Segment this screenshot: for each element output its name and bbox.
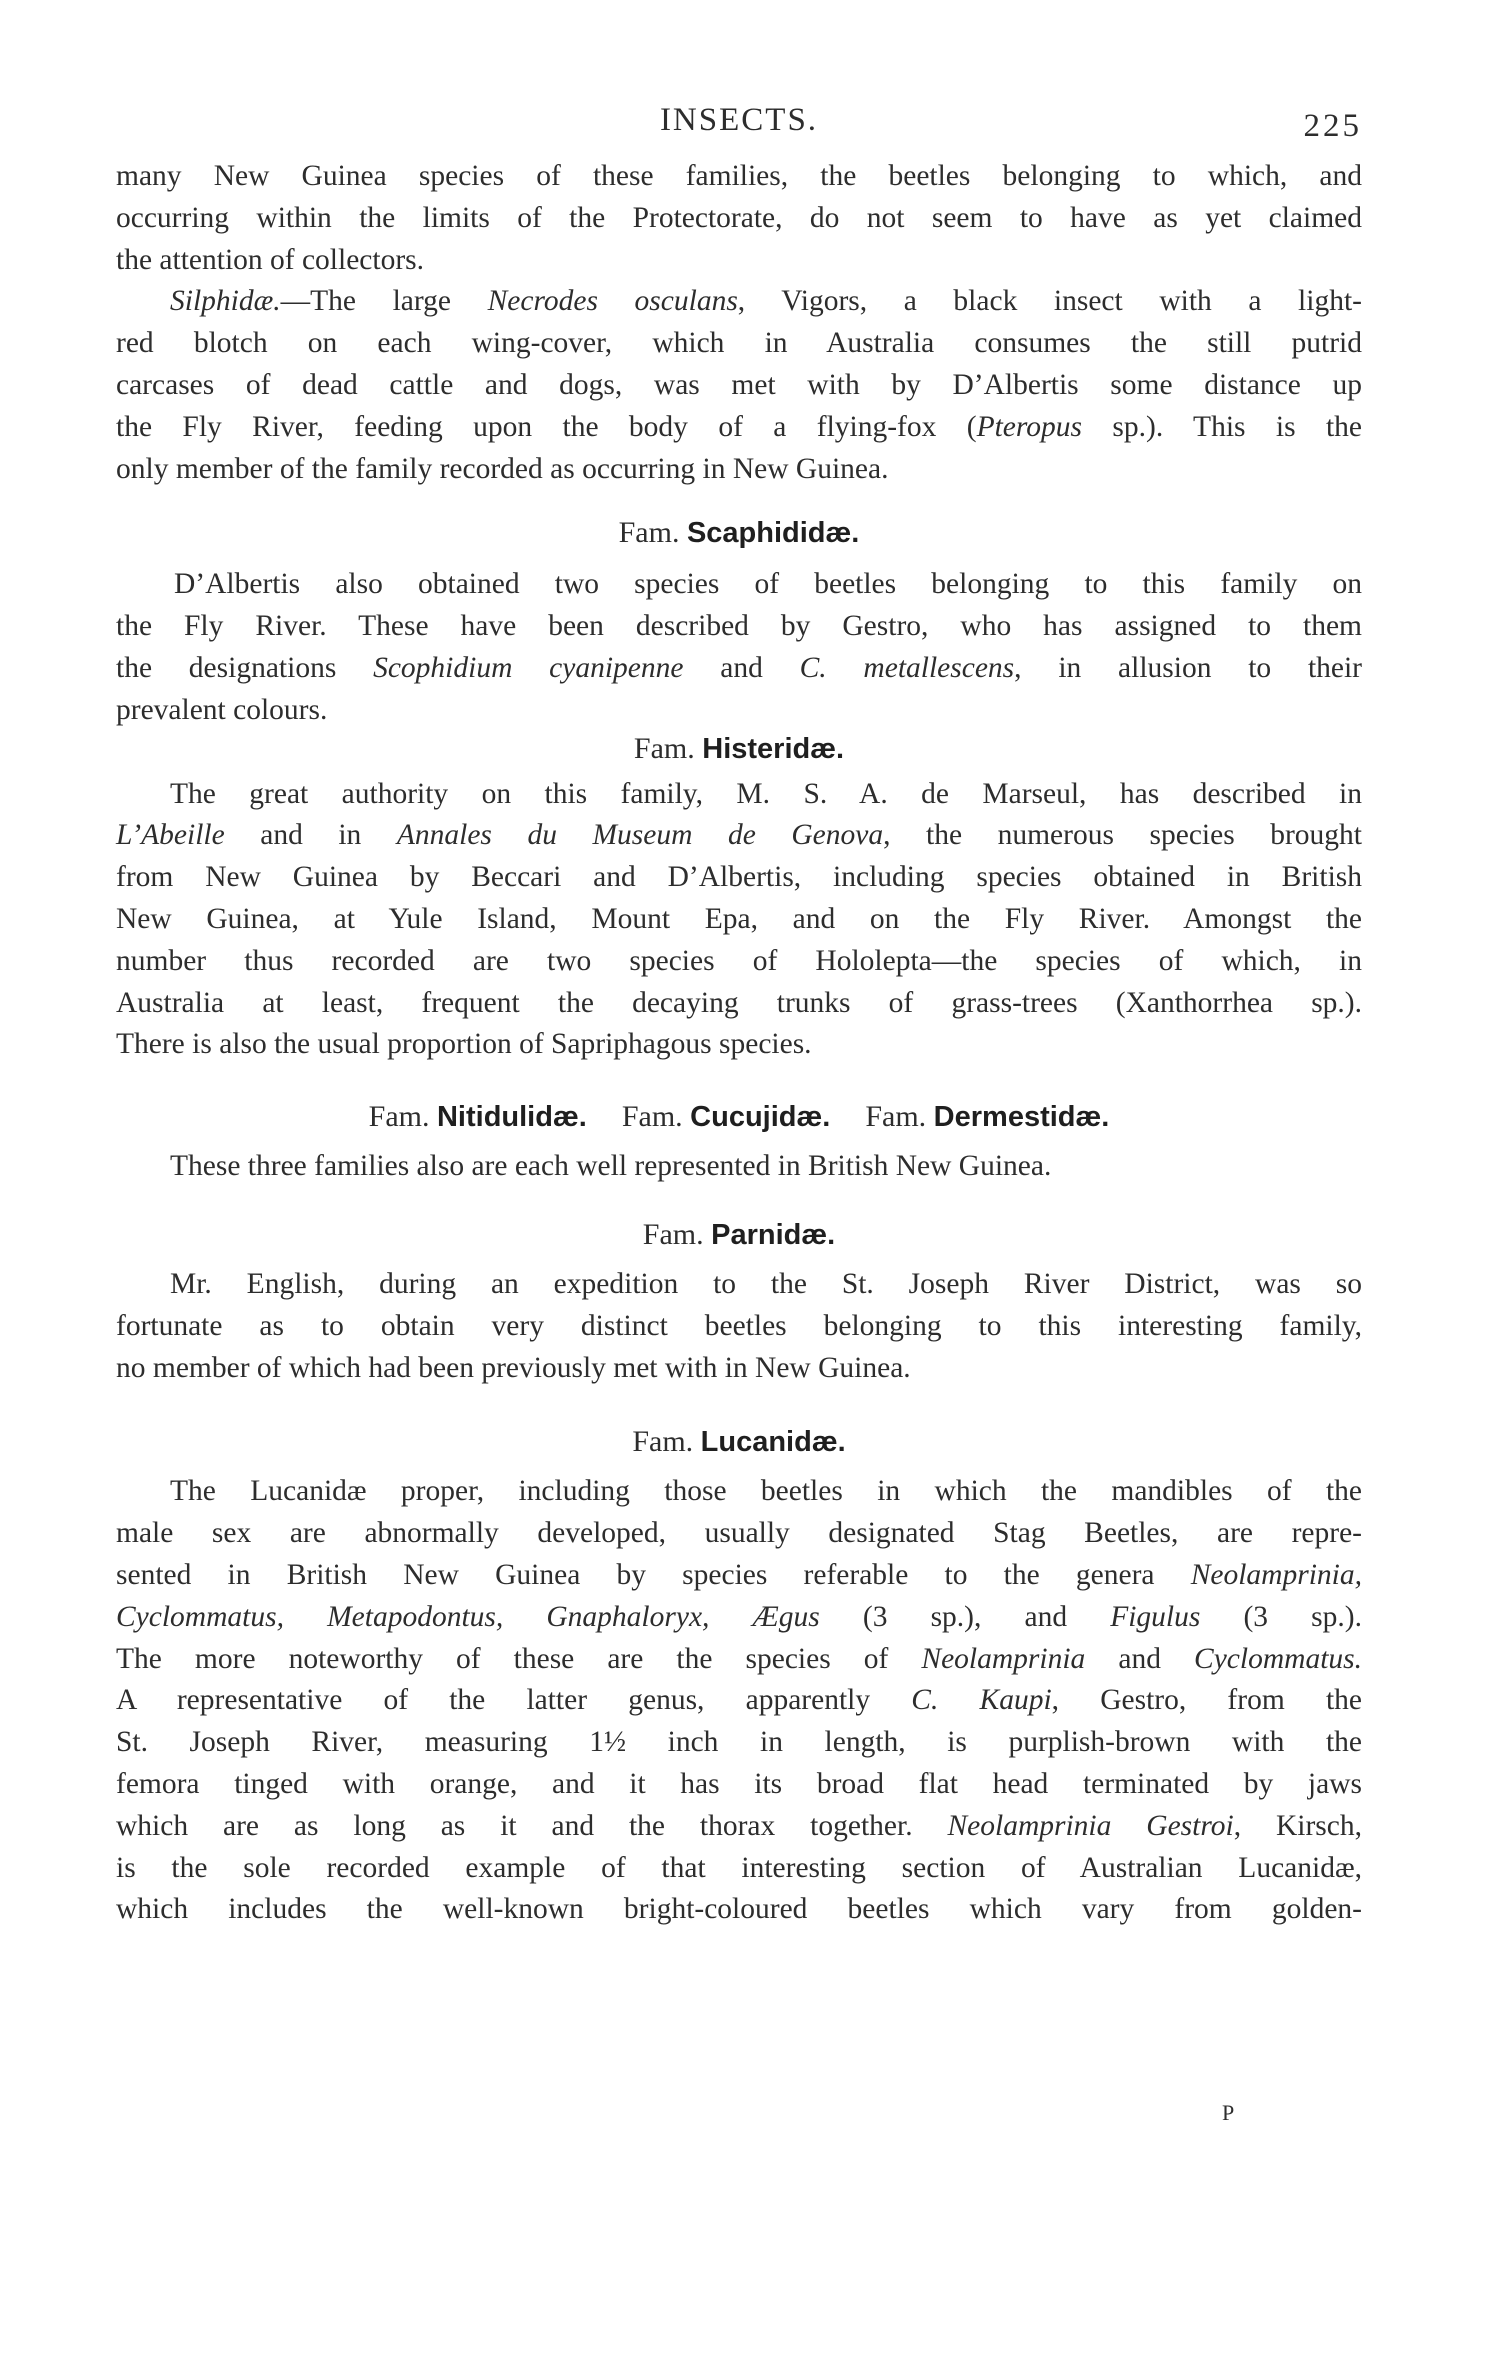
- text-line: is the sole recorded example of that interesting section of Australian Lucanidæ,: [116, 1851, 1362, 1884]
- text-line: only member of the family recorded as occurring in New Guinea.: [116, 452, 889, 485]
- text-line: D’Albertis also obtained two species of beetles belonging to this family on: [174, 568, 1362, 601]
- text-line: [116, 648, 1362, 690]
- text-line: The Lucanidæ proper, including those beetles in which the mandibles of the: [170, 1475, 1362, 1508]
- text-fragment: (3 sp.).: [1200, 1600, 1362, 1633]
- paragraph-intro: [116, 156, 1362, 281]
- text-line: There is also the usual proportion of Sapriphagous species.: [116, 1028, 812, 1061]
- paragraph-scaphididae: [116, 564, 1362, 731]
- text-fragment: sp.). This is the: [1082, 410, 1362, 443]
- text-line: no member of which had been previously met with in New Guinea.: [116, 1351, 911, 1384]
- running-title: INSECTS.: [659, 102, 819, 138]
- fam-label: Fam.: [632, 1425, 694, 1459]
- text-fragment: the designations: [116, 651, 374, 684]
- text-line: The great authority on this family, M. S. A. de Marseul, has described in: [170, 777, 1362, 810]
- text-line: St. Joseph River, measuring 1½ inch in length, is purplish-brown with the: [116, 1726, 1362, 1759]
- running-head: [116, 96, 1362, 148]
- species-name: C. Kaupi: [911, 1684, 1052, 1717]
- text-line: fortunate as to obtain very distinct beetles belonging to this interesting family,: [116, 1309, 1362, 1342]
- text-line: [116, 815, 1362, 857]
- text-line: Mr. English, during an expedition to the St. Joseph River District, was so: [170, 1267, 1362, 1300]
- heading-parnidae: [116, 1218, 1362, 1252]
- species-name: C. metallescens: [799, 651, 1015, 684]
- paragraph-silphidae: [116, 281, 1362, 490]
- text-line: Australia at least, frequent the decaying trunks of grass-trees (Xanthorrhea sp.).: [116, 986, 1362, 1019]
- text-fragment: The more noteworthy of these are the species of: [116, 1642, 922, 1675]
- text-fragment: which are as long as it and the thorax together.: [116, 1809, 948, 1842]
- text-line: New Guinea, at Yule Island, Mount Epa, and on the Fly River. Amongst the: [116, 902, 1362, 935]
- text-line: [116, 1597, 1362, 1639]
- fam-label: Fam.: [633, 731, 695, 765]
- family-heading-name: Histeridæ.: [702, 732, 845, 765]
- family-heading-name: Nitidulidæ.: [436, 1101, 587, 1134]
- text-fragment: sented in British New Guinea by species referable to the genera: [116, 1558, 1191, 1591]
- text-line: femora tinged with orange, and it has its broad flat head terminated by jaws: [116, 1767, 1362, 1800]
- family-heading-name: Dermestidæ.: [933, 1101, 1110, 1134]
- text-fragment: the Fly River, feeding upon the body of a flying-fox (: [116, 410, 977, 443]
- text-line: These three families also are each well represented in British New Guinea.: [170, 1150, 1052, 1183]
- text-fragment: —The large: [280, 285, 488, 318]
- text-line: the Fly River. These have been described by Gestro, who has assigned to them: [116, 610, 1362, 643]
- text-line: many New Guinea species of these families, the beetles belonging to which, and: [116, 160, 1362, 192]
- family-heading-name: Scaphididæ.: [686, 517, 860, 550]
- text-line: red blotch on each wing-cover, which in Australia consumes the still putrid: [116, 327, 1362, 360]
- genus-name: Neolamprinia: [921, 1642, 1086, 1675]
- family-name-italic: Silphidæ.: [170, 285, 281, 318]
- text-line: [116, 1680, 1362, 1722]
- heading-lucanidae: [116, 1425, 1362, 1459]
- text-line: carcases of dead cattle and dogs, was met with by D’Albertis some distance up: [116, 368, 1362, 401]
- family-heading-name: Parnidæ.: [711, 1218, 836, 1251]
- text-line: which includes the well-known bright-coloured beetles which vary from golden-: [116, 1893, 1362, 1926]
- text-fragment: , Kirsch,: [1233, 1809, 1362, 1842]
- text-fragment: and in: [224, 819, 397, 852]
- paragraph-three-families: [116, 1146, 1362, 1188]
- text-fragment: A representative of the latter genus, apparently: [116, 1684, 912, 1717]
- fam-label: Fam.: [621, 1100, 683, 1134]
- text-line: [116, 1806, 1362, 1848]
- genus-name: Cyclommatus, Metapodontus, Gnaphaloryx, Ægus: [116, 1600, 820, 1633]
- paragraph-lucanidae: [116, 1471, 1362, 1931]
- species-name: Necrodes osculans: [487, 285, 738, 318]
- text-line: [116, 1639, 1362, 1681]
- species-name: Neolamprinia Gestroi: [947, 1809, 1234, 1842]
- text-line: occurring within the limits of the Protectorate, do not seem to have as yet claimed: [116, 201, 1362, 234]
- heading-histeridae: [116, 732, 1362, 766]
- signature-mark: P: [1222, 2100, 1236, 2125]
- text-fragment: (3 sp.), and: [819, 1600, 1111, 1633]
- text-line: [116, 407, 1362, 449]
- page-number: 225: [1303, 108, 1362, 144]
- species-name: Scophidium cyanipenne: [373, 651, 684, 684]
- genus-name: Figulus: [1110, 1600, 1201, 1633]
- heading-three-families: [116, 1100, 1362, 1134]
- genus-name: Cyclommatus.: [1194, 1642, 1362, 1675]
- family-heading-name: Lucanidæ.: [700, 1426, 846, 1459]
- text-line: [116, 281, 1362, 323]
- paragraph-parnidae: [116, 1264, 1362, 1389]
- text-fragment: and: [683, 651, 800, 684]
- text-fragment: and: [1085, 1642, 1195, 1675]
- family-heading-name: Cucujidæ.: [690, 1101, 831, 1134]
- text-fragment: , Vigors, a black insect with a light-: [737, 285, 1362, 318]
- publication-title: L’Abeille: [116, 819, 225, 852]
- text-line: the attention of collectors.: [116, 243, 425, 276]
- text-line: prevalent colours.: [116, 693, 328, 726]
- text-fragment: , Gestro, from the: [1051, 1684, 1362, 1717]
- fam-label: Fam.: [618, 516, 680, 550]
- fam-label: Fam.: [368, 1100, 430, 1134]
- text-fragment: , the numerous species brought: [883, 819, 1362, 852]
- genus-name: Neolamprinia,: [1190, 1558, 1362, 1591]
- species-name: Pteropus: [976, 410, 1083, 443]
- text-fragment: , in allusion to their: [1014, 651, 1362, 684]
- heading-scaphididae: [116, 516, 1362, 550]
- paragraph-histeridae: [116, 774, 1362, 1067]
- fam-label: Fam.: [865, 1100, 927, 1134]
- page: [116, 96, 1362, 1931]
- publication-title: Annales du Museum de Genova: [396, 819, 884, 852]
- text-line: male sex are abnormally developed, usually designated Stag Beetles, are repre-: [116, 1517, 1362, 1550]
- fam-label: Fam.: [642, 1217, 704, 1251]
- text-line: from New Guinea by Beccari and D’Albertis, including species obtained in British: [116, 861, 1362, 894]
- text-line: number thus recorded are two species of Hololepta—the species of which, in: [116, 944, 1362, 977]
- text-line: [116, 1555, 1362, 1597]
